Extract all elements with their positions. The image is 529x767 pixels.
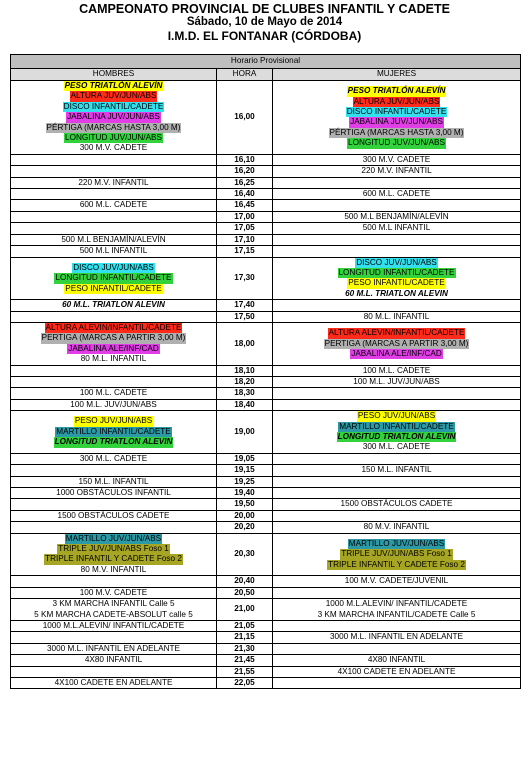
- men-cell: [11, 388, 217, 399]
- hour-cell: 20,00: [217, 510, 273, 521]
- women-cell: [273, 599, 521, 621]
- men-cell: [11, 177, 217, 188]
- women-cell: [273, 632, 521, 643]
- event-label: 1500 OBSTÁCULOS CADETE: [57, 510, 170, 520]
- men-cell: [11, 311, 217, 322]
- event-label: 220 M.V. INFANTIL: [78, 177, 149, 187]
- women-cell: [273, 300, 521, 311]
- hour-cell: 20,40: [217, 576, 273, 587]
- table-row: [11, 322, 521, 365]
- hour-cell: 19,40: [217, 488, 273, 499]
- hour-cell: 21,45: [217, 655, 273, 666]
- women-cell: [273, 488, 521, 499]
- table-row: [11, 499, 521, 510]
- hour-cell: 20,50: [217, 587, 273, 598]
- table-row: [11, 177, 521, 188]
- men-cell: [11, 189, 217, 200]
- hour-cell: 19,05: [217, 453, 273, 464]
- event-label: 600 M.L. CADETE: [79, 200, 148, 210]
- table-row: [11, 257, 521, 300]
- women-cell: [273, 655, 521, 666]
- schedule-body: [11, 81, 521, 689]
- table-row: [11, 453, 521, 464]
- event-label: MARTILLO INFANTIL/CADETE: [339, 421, 454, 431]
- table-row: [11, 399, 521, 410]
- table-row: [11, 246, 521, 257]
- men-cell: [11, 246, 217, 257]
- event-label: PESO TRIATLÓN ALEVÍN: [64, 81, 163, 90]
- event-venue: I.M.D. EL FONTANAR (CÓRDOBA): [167, 29, 362, 43]
- event-label: MARTILLO JUV/JUN/ABS: [348, 538, 445, 548]
- event-label: 4X100 CADETE EN ADELANTE: [337, 666, 456, 676]
- event-label: PESO JUV/JUN/ABS: [357, 411, 436, 421]
- schedule-title: Horario Provisional: [11, 55, 521, 69]
- table-row: [11, 376, 521, 387]
- hour-cell: 19,00: [217, 411, 273, 454]
- event-label: 5 KM MARCHA CADETE-ABSOLUT calle 5: [34, 609, 193, 619]
- column-header-women: MUJERES: [273, 69, 521, 81]
- hour-cell: 17,40: [217, 300, 273, 311]
- hour-cell: 17,05: [217, 223, 273, 234]
- event-label: 100 M.L. CADETE: [79, 388, 148, 398]
- event-label: 150 M.L. INFANTIL: [361, 465, 432, 475]
- men-cell: [11, 599, 217, 621]
- women-cell: [273, 388, 521, 399]
- event-label: PERTIGA (MARCAS A PARTIR 3,00 M): [324, 338, 469, 348]
- women-cell: [273, 533, 521, 576]
- women-cell: [273, 476, 521, 487]
- women-cell: [273, 223, 521, 234]
- table-row: [11, 411, 521, 454]
- men-cell: [11, 620, 217, 631]
- table-row: [11, 223, 521, 234]
- event-label: 80 M.L. INFANTIL: [80, 354, 147, 364]
- event-label: 220 M.V. INFANTIL: [361, 166, 432, 176]
- hour-cell: 16,45: [217, 200, 273, 211]
- hour-cell: 18,40: [217, 399, 273, 410]
- event-label: 300 M.V. CADETE: [79, 143, 148, 153]
- event-label: DISCO INFANTIL/CADETE: [346, 107, 447, 117]
- event-label: 80 M.L. INFANTIL: [363, 311, 430, 321]
- table-row: [11, 677, 521, 688]
- event-label: ALTURA ALEVIN/INFANTIL/CADETE: [45, 322, 182, 332]
- event-label: 500 M.L INFANTIL: [362, 223, 431, 233]
- table-row: [11, 599, 521, 621]
- hour-cell: 19,50: [217, 499, 273, 510]
- event-label: JABALINA ALE/INF/CAD: [68, 343, 159, 353]
- hour-cell: 16,40: [217, 189, 273, 200]
- column-header-hour: HORA: [217, 69, 273, 81]
- event-label: 500 M.L BENJAMÍN/ALEVÍN: [61, 234, 166, 244]
- event-label: TRIPLE INFANTIL Y CADETE Foso 2: [328, 559, 465, 569]
- event-label: LONGITUD TRIATLON ALEVIN: [54, 437, 173, 447]
- men-cell: [11, 510, 217, 521]
- men-cell: [11, 643, 217, 654]
- table-row: [11, 576, 521, 587]
- men-cell: [11, 533, 217, 576]
- event-label: PÉRTIGA (MARCAS HASTA 3,00 M): [46, 122, 181, 132]
- table-row: [11, 465, 521, 476]
- event-label: LONGITUD JUV/JUN/ABS: [348, 138, 445, 148]
- hour-cell: 16,25: [217, 177, 273, 188]
- men-cell: [11, 522, 217, 533]
- event-label: PESO TRIATLÓN ALEVÍN: [347, 86, 446, 96]
- men-cell: [11, 257, 217, 300]
- event-label: 100 M.L. CADETE: [362, 365, 431, 375]
- table-row: [11, 81, 521, 155]
- event-label: PERTIGA (MARCAS A PARTIR 3,00 M): [41, 333, 186, 343]
- event-label: DISCO JUV/JUN/ABS: [356, 257, 437, 267]
- men-cell: [11, 499, 217, 510]
- hour-cell: 21,15: [217, 632, 273, 643]
- event-label: 100 M.L. JUV/JUN/ABS: [70, 399, 157, 409]
- men-cell: [11, 411, 217, 454]
- women-cell: [273, 587, 521, 598]
- event-label: 1000 M.L.ALEVIN/ INFANTIL/CADETE: [325, 599, 468, 609]
- men-cell: [11, 465, 217, 476]
- event-label: JABALINA ALE/INF/CAD: [351, 348, 442, 358]
- event-label: 80 M.V. INFANTIL: [80, 564, 147, 574]
- table-row: [11, 388, 521, 399]
- event-label: ALTURA ALEVIN/INFANTIL/CADETE: [328, 328, 465, 338]
- hour-cell: 20,20: [217, 522, 273, 533]
- women-cell: [273, 257, 521, 300]
- event-label: DISCO JUV/JUN/ABS: [73, 262, 154, 272]
- table-row: [11, 476, 521, 487]
- event-label: 1000 OBSTÁCULOS INFANTIL: [56, 488, 171, 498]
- event-label: 4X100 CADETE EN ADELANTE: [54, 677, 173, 687]
- table-row: [11, 300, 521, 311]
- event-label: 1000 M.L.ALEVIN/ INFANTIL/CADETE: [42, 620, 185, 630]
- column-header-men: HOMBRES: [11, 69, 217, 81]
- event-label: JABALINA JUV/JUN/ABS: [350, 117, 443, 127]
- event-label: 3 KM MARCHA INFANTIL Calle 5: [52, 599, 175, 609]
- women-cell: [273, 453, 521, 464]
- men-cell: [11, 365, 217, 376]
- women-cell: [273, 81, 521, 155]
- event-label: 60 M.L. TRIATLON ALEVIN: [62, 300, 165, 310]
- men-cell: [11, 476, 217, 487]
- women-cell: [273, 677, 521, 688]
- women-cell: [273, 510, 521, 521]
- women-cell: [273, 522, 521, 533]
- event-label: 600 M.L. CADETE: [362, 189, 431, 199]
- men-cell: [11, 632, 217, 643]
- event-label: DISCO INFANTIL/CADETE: [63, 101, 164, 111]
- hour-cell: 16,00: [217, 81, 273, 155]
- event-label: LONGITUD INFANTIL/CADETE: [338, 267, 455, 277]
- table-row: [11, 620, 521, 631]
- table-row: [11, 666, 521, 677]
- event-label: TRIPLE JUV/JUN/ABS Foso 1: [58, 544, 169, 554]
- men-cell: [11, 200, 217, 211]
- women-cell: [273, 189, 521, 200]
- event-label: JABALINA JUV/JUN/ABS: [67, 112, 160, 122]
- event-label: 3 KM MARCHA INFANTIL/CADETE Calle 5: [317, 609, 476, 619]
- hour-cell: 17,00: [217, 211, 273, 222]
- women-cell: [273, 211, 521, 222]
- event-label: 150 M.L. INFANTIL: [78, 476, 149, 486]
- women-cell: [273, 365, 521, 376]
- hour-cell: 21,00: [217, 599, 273, 621]
- event-label: TRIPLE INFANTIL Y CADETE Foso 2: [45, 554, 182, 564]
- event-label: 100 M.V. CADETE: [79, 587, 148, 597]
- event-label: 300 M.L. CADETE: [79, 453, 148, 463]
- table-row: [11, 234, 521, 245]
- men-cell: [11, 81, 217, 155]
- event-label: 100 M.V. CADETE/JUVENIL: [344, 576, 449, 586]
- hour-cell: 20,30: [217, 533, 273, 576]
- men-cell: [11, 488, 217, 499]
- women-cell: [273, 465, 521, 476]
- women-cell: [273, 200, 521, 211]
- table-row: [11, 533, 521, 576]
- hour-cell: 18,10: [217, 365, 273, 376]
- women-cell: [273, 234, 521, 245]
- men-cell: [11, 453, 217, 464]
- women-cell: [273, 376, 521, 387]
- hour-cell: 18,30: [217, 388, 273, 399]
- event-label: 3000 M.L. INFANTIL EN ADELANTE: [46, 643, 181, 653]
- hour-cell: 21,55: [217, 666, 273, 677]
- men-cell: [11, 399, 217, 410]
- hour-cell: 22,05: [217, 677, 273, 688]
- women-cell: [273, 166, 521, 177]
- hour-cell: 18,20: [217, 376, 273, 387]
- men-cell: [11, 154, 217, 165]
- event-label: PÉRTIGA (MARCAS HASTA 3,00 M): [329, 127, 464, 137]
- event-label: 500 M.L INFANTIL: [79, 246, 148, 256]
- event-label: LONGITUD TRIATLON ALEVIN: [337, 432, 456, 441]
- event-label: 4X80 INFANTIL: [367, 655, 426, 665]
- hour-cell: 21,30: [217, 643, 273, 654]
- hour-cell: 19,15: [217, 465, 273, 476]
- event-label: 100 M.L. JUV/JUN/ABS: [353, 376, 440, 386]
- event-label: MARTILLO JUV/JUN/ABS: [65, 533, 162, 543]
- hour-cell: 17,50: [217, 311, 273, 322]
- event-title: CAMPEONATO PROVINCIAL DE CLUBES INFANTIL Y CADETE: [79, 2, 450, 16]
- event-date: Sábado, 10 de Mayo de 2014: [186, 16, 343, 28]
- event-label: 60 M.L. TRIATLON ALEVIN: [345, 288, 448, 298]
- schedule-table: [10, 54, 521, 689]
- hour-cell: 19,25: [217, 476, 273, 487]
- women-cell: [273, 399, 521, 410]
- hour-cell: 18,00: [217, 322, 273, 365]
- event-label: 3000 M.L. INFANTIL EN ADELANTE: [329, 632, 464, 642]
- table-row: [11, 166, 521, 177]
- women-cell: [273, 411, 521, 454]
- women-cell: [273, 311, 521, 322]
- table-row: [11, 365, 521, 376]
- women-cell: [273, 246, 521, 257]
- women-cell: [273, 666, 521, 677]
- women-cell: [273, 576, 521, 587]
- men-cell: [11, 666, 217, 677]
- women-cell: [273, 643, 521, 654]
- women-cell: [273, 499, 521, 510]
- event-label: PESO INFANTIL/CADETE: [348, 278, 445, 288]
- event-label: PESO JUV/JUN/ABS: [74, 416, 153, 426]
- men-cell: [11, 300, 217, 311]
- men-cell: [11, 211, 217, 222]
- hour-cell: 21,05: [217, 620, 273, 631]
- table-row: [11, 189, 521, 200]
- event-label: 4X80 INFANTIL: [84, 655, 143, 665]
- event-label: ALTURA JUV/JUN/ABS: [353, 96, 440, 106]
- women-cell: [273, 620, 521, 631]
- men-cell: [11, 166, 217, 177]
- men-cell: [11, 376, 217, 387]
- event-label: 500 M.L BENJAMÍN/ALEVÍN: [344, 211, 449, 221]
- table-row: [11, 488, 521, 499]
- hour-cell: 16,10: [217, 154, 273, 165]
- event-label: TRIPLE JUV/JUN/ABS Foso 1: [341, 549, 452, 559]
- table-row: [11, 211, 521, 222]
- event-label: MARTILLO INFANTIL/CADETE: [56, 426, 171, 436]
- hour-cell: 16,20: [217, 166, 273, 177]
- event-label: 300 M.V. CADETE: [362, 154, 431, 164]
- event-label: LONGITUD JUV/JUN/ABS: [65, 133, 162, 143]
- table-row: [11, 655, 521, 666]
- hour-cell: 17,30: [217, 257, 273, 300]
- women-cell: [273, 154, 521, 165]
- event-label: LONGITUD INFANTIL/CADETE: [55, 273, 172, 283]
- men-cell: [11, 587, 217, 598]
- men-cell: [11, 223, 217, 234]
- table-row: [11, 587, 521, 598]
- table-row: [11, 643, 521, 654]
- women-cell: [273, 322, 521, 365]
- table-row: [11, 311, 521, 322]
- men-cell: [11, 234, 217, 245]
- men-cell: [11, 677, 217, 688]
- event-label: ALTURA JUV/JUN/ABS: [70, 91, 157, 101]
- men-cell: [11, 655, 217, 666]
- event-label: 80 M.V. INFANTIL: [363, 522, 430, 532]
- table-row: [11, 200, 521, 211]
- hour-cell: 17,10: [217, 234, 273, 245]
- event-label: 1500 OBSTÁCULOS CADETE: [340, 499, 453, 509]
- women-cell: [273, 177, 521, 188]
- table-row: [11, 632, 521, 643]
- event-label: 300 M.L. CADETE: [362, 442, 431, 452]
- men-cell: [11, 576, 217, 587]
- event-label: PESO INFANTIL/CADETE: [65, 283, 162, 293]
- table-row: [11, 522, 521, 533]
- hour-cell: 17,15: [217, 246, 273, 257]
- table-row: [11, 510, 521, 521]
- table-row: [11, 154, 521, 165]
- men-cell: [11, 322, 217, 365]
